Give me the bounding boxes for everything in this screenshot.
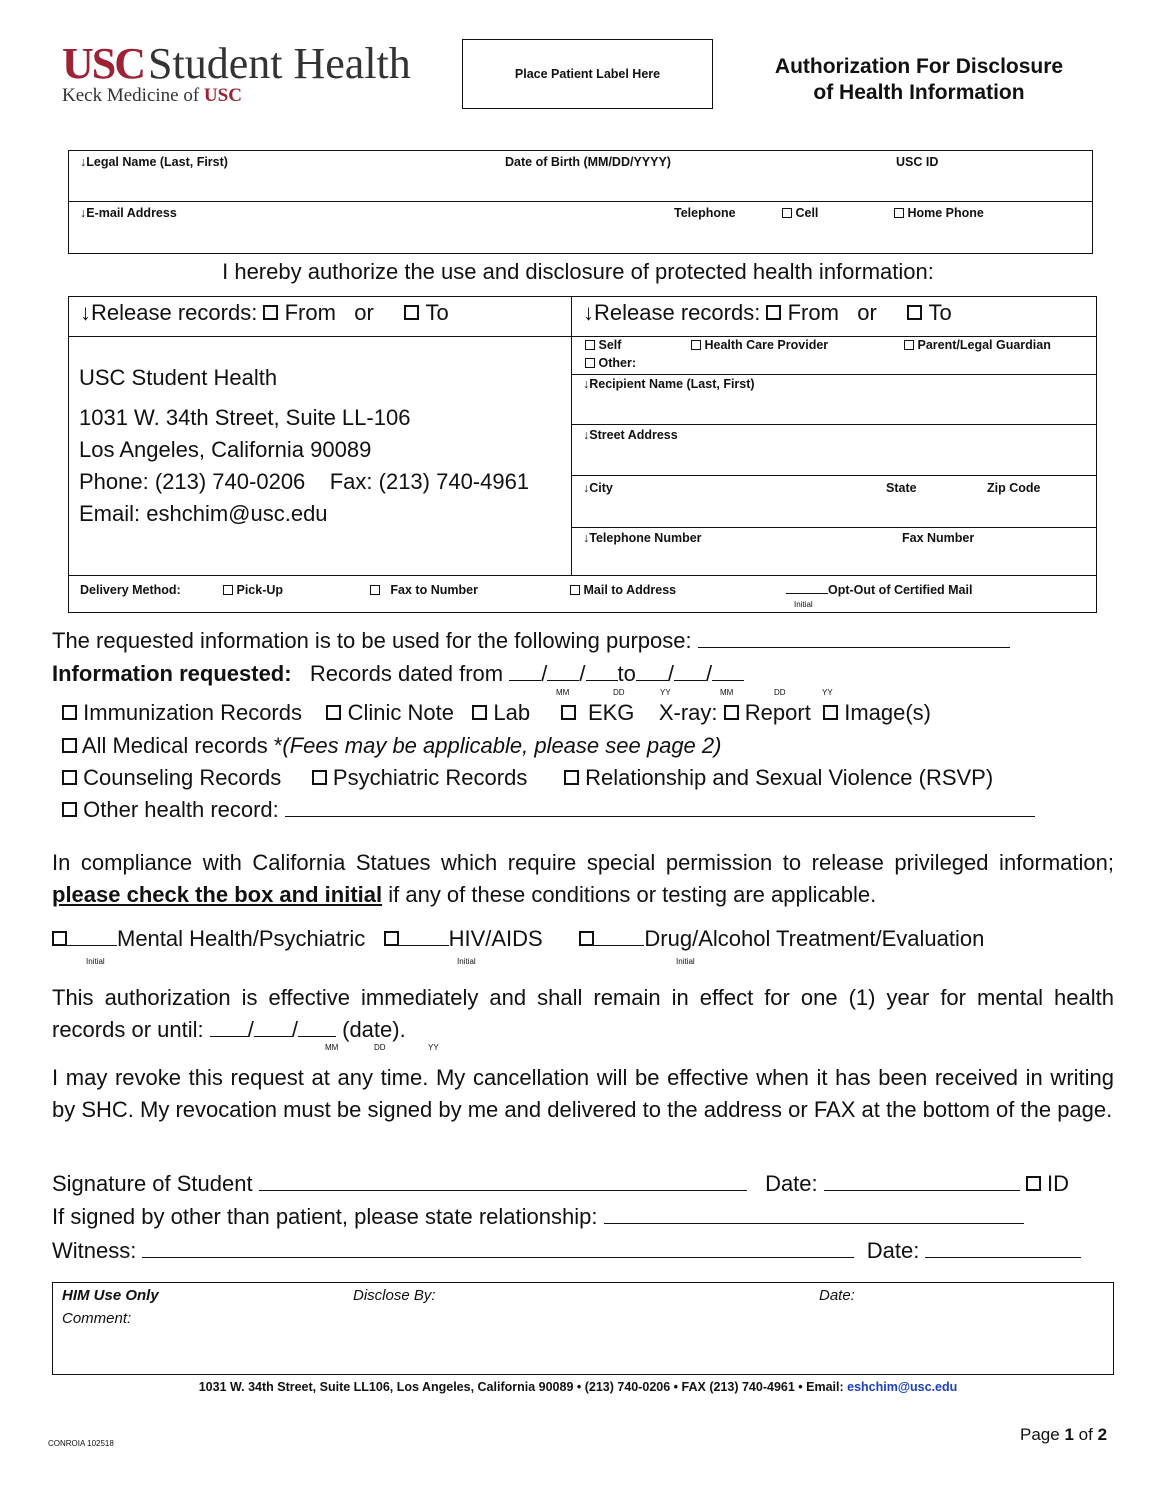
student-signature-label: Signature of Student	[52, 1171, 253, 1196]
images-label: Image(s)	[844, 700, 931, 725]
caption-dd: DD	[774, 688, 786, 697]
provider-label: Health Care Provider	[704, 338, 829, 352]
counseling-checkbox[interactable]	[62, 770, 77, 785]
title-line-2: of Health Information	[813, 81, 1025, 104]
to-yy-input[interactable]	[712, 680, 744, 681]
conditions-row	[52, 926, 984, 952]
until-dd-input[interactable]	[254, 1036, 292, 1037]
telephone-field[interactable]: Telephone	[674, 206, 736, 220]
self-option[interactable]	[585, 338, 621, 352]
caption-mm: MM	[556, 688, 570, 697]
release-from-checkbox[interactable]	[263, 305, 278, 320]
him-comment[interactable]: Comment:	[62, 1310, 132, 1327]
all-medical-label: All Medical records *	[81, 733, 283, 758]
release-header-right	[583, 300, 952, 326]
effective-text-body: This authorization is effective immediately and shall remain in effect for one (1) year for mental health records or until:	[52, 985, 1114, 1042]
from-label: From	[787, 300, 839, 325]
org-phone: Phone: (213) 740-0206 Fax: (213) 740-4961	[79, 469, 530, 494]
clinic-note-checkbox[interactable]	[326, 705, 341, 720]
counseling-label: Counseling Records	[83, 765, 282, 790]
witness-date-label: Date:	[866, 1238, 920, 1263]
caption-dd: DD	[613, 688, 625, 697]
hiv-label: HIV/AIDS	[448, 926, 543, 951]
him-title: HIM Use Only	[62, 1287, 159, 1304]
footer-address-text: 1031 W. 34th Street, Suite LL106, Los Angeles, California 90089 • (213) 740-0206 • FAX (213) 740-4961 • Email:	[198, 1380, 844, 1394]
recipient-name-field[interactable]: ↓Recipient Name (Last, First)	[583, 377, 755, 391]
other-record-checkbox[interactable]	[62, 802, 77, 817]
guardian-option[interactable]	[904, 338, 1051, 352]
info-requested-line: Information requested: Records dated from / / to / /	[52, 661, 744, 687]
dob-field[interactable]: Date of Birth (MM/DD/YYYY)	[505, 155, 671, 169]
xray-label: X-ray:	[658, 700, 718, 725]
relationship-label: If signed by other than patient, please state relationship:	[52, 1204, 598, 1229]
fees-note: (Fees may be applicable, please see page 2)	[282, 733, 722, 758]
immunization-checkbox[interactable]	[62, 705, 77, 720]
effective-text: This authorization is effective immediately and shall remain in effect for one (1) year for mental health records or until: / / (date).	[52, 985, 1114, 1042]
caption-yy: YY	[822, 688, 833, 697]
page-current: 1	[1064, 1425, 1074, 1444]
hiv-initial[interactable]	[399, 945, 449, 946]
to-label: to	[617, 661, 636, 686]
compliance-text-b: if any of these conditions or testing are applicable.	[388, 882, 877, 907]
cell-checkbox[interactable]	[782, 208, 792, 218]
student-date-input[interactable]	[824, 1190, 1020, 1191]
delivery-method-label: Delivery Method:	[80, 583, 181, 597]
divider	[571, 424, 1097, 425]
org-name: USC Student Health	[79, 365, 278, 390]
divider	[571, 475, 1097, 476]
logo-sub-usc: USC	[203, 85, 242, 106]
witness-label: Witness:	[52, 1238, 137, 1263]
him-disclose-by[interactable]: Disclose By:	[353, 1287, 436, 1304]
page-of: of	[1078, 1425, 1093, 1444]
other-checkbox[interactable]	[585, 358, 595, 368]
telephone-number-field[interactable]: ↓Telephone Number	[583, 531, 702, 545]
to-dd-input[interactable]	[674, 680, 706, 681]
images-checkbox[interactable]	[823, 705, 838, 720]
from-label: From	[284, 300, 336, 325]
release-to-checkbox[interactable]	[907, 305, 922, 320]
title-line-1: Authorization For Disclosure	[774, 55, 1064, 78]
ekg-checkbox[interactable]	[561, 705, 576, 720]
footer-address	[0, 1380, 1156, 1394]
mental-health-label: Mental Health/Psychiatric	[117, 926, 366, 951]
drug-initial[interactable]	[594, 945, 644, 946]
divider	[571, 374, 1097, 375]
from-yy-input[interactable]	[586, 680, 618, 681]
cell-option[interactable]	[782, 206, 818, 220]
provider-option[interactable]	[691, 338, 828, 352]
lab-checkbox[interactable]	[472, 705, 487, 720]
legal-name-field[interactable]: ↓Legal Name (Last, First)	[80, 155, 228, 169]
page-title	[740, 54, 1098, 106]
self-label: Self	[598, 338, 622, 352]
from-dd-input[interactable]	[547, 680, 579, 681]
guardian-checkbox[interactable]	[904, 340, 914, 350]
org-street: 1031 W. 34th Street, Suite LL-106	[79, 405, 411, 430]
caption-yy: YY	[660, 688, 671, 697]
pickup-option[interactable]	[223, 583, 283, 597]
home-phone-label: Home Phone	[907, 206, 984, 220]
form-code: CONROIA 102518	[48, 1439, 114, 1448]
release-from-checkbox[interactable]	[766, 305, 781, 320]
witness-row	[52, 1238, 1081, 1264]
fax-number-field[interactable]: Fax Number	[902, 531, 975, 545]
to-mm-input[interactable]	[636, 680, 668, 681]
release-divider	[571, 296, 572, 575]
patient-label-box	[462, 39, 713, 109]
email-field[interactable]: ↓E-mail Address	[80, 206, 177, 220]
guardian-label: Parent/Legal Guardian	[917, 338, 1051, 352]
other-option[interactable]	[585, 356, 636, 370]
drug-label: Drug/Alcohol Treatment/Evaluation	[644, 926, 985, 951]
relationship-row	[52, 1204, 1024, 1230]
initial-caption: Initial	[676, 957, 695, 966]
mail-label: Mail to Address	[583, 583, 677, 597]
to-label: To	[928, 300, 952, 325]
org-email: Email: eshchim@usc.edu	[79, 501, 328, 526]
purpose-line	[52, 628, 1010, 654]
immunization-label: Immunization Records	[83, 700, 302, 725]
cell-label: Cell	[795, 206, 819, 220]
witness-input[interactable]	[142, 1257, 854, 1258]
id-label: ID	[1047, 1171, 1070, 1196]
release-to-checkbox[interactable]	[404, 305, 419, 320]
revoke-text: I may revoke this request at any time. My cancellation will be effective when it has been received in writing by SHC. My revocation must be signed by me and delivered to the address or FAX at the bottom of the page.	[52, 1065, 1114, 1122]
logo	[62, 38, 411, 107]
student-signature-input[interactable]	[259, 1190, 747, 1191]
fax-option[interactable]	[370, 583, 478, 597]
caption-yy: YY	[428, 1043, 439, 1052]
logo-usc: USC	[62, 39, 145, 88]
all-medical-checkbox[interactable]	[62, 738, 77, 753]
other-record-label: Other health record:	[83, 797, 279, 822]
fax-label: Fax to Number	[390, 583, 478, 597]
records-row-1	[62, 700, 931, 726]
other-record-input[interactable]	[285, 816, 1035, 817]
divider	[571, 527, 1097, 528]
org-address	[79, 362, 529, 530]
home-phone-checkbox[interactable]	[894, 208, 904, 218]
self-checkbox[interactable]	[585, 340, 595, 350]
release-label: ↓Release records:	[80, 300, 258, 325]
opt-out-initial-line[interactable]	[786, 593, 828, 594]
footer-email-link[interactable]: eshchim@usc.edu	[847, 1380, 958, 1394]
until-mm-input[interactable]	[210, 1036, 248, 1037]
or-label: or	[857, 300, 877, 325]
relationship-input[interactable]	[604, 1223, 1024, 1224]
zip-field[interactable]: Zip Code	[987, 481, 1041, 495]
initial-caption: Initial	[794, 600, 813, 609]
psychiatric-label: Psychiatric Records	[332, 765, 528, 790]
fax-checkbox[interactable]	[370, 585, 380, 595]
records-row-2	[62, 733, 721, 759]
other-label: Other:	[598, 356, 636, 370]
initial-caption: Initial	[457, 957, 476, 966]
rsvp-label: Relationship and Sexual Violence (RSVP)	[585, 765, 994, 790]
rsvp-checkbox[interactable]	[564, 770, 579, 785]
home-phone-option[interactable]	[894, 206, 984, 220]
usc-id-field[interactable]: USC ID	[896, 155, 939, 169]
opt-out-option[interactable]	[786, 583, 972, 597]
pickup-label: Pick-Up	[236, 583, 284, 597]
lab-label: Lab	[493, 700, 531, 725]
initial-caption: Initial	[86, 957, 105, 966]
divider	[68, 336, 1097, 337]
page-number	[1020, 1425, 1107, 1445]
logo-sub: Keck Medicine of	[62, 85, 204, 106]
provider-checkbox[interactable]	[691, 340, 701, 350]
id-checkbox[interactable]	[1026, 1176, 1041, 1191]
psychiatric-checkbox[interactable]	[312, 770, 327, 785]
student-signature-row	[52, 1171, 1069, 1197]
mental-health-checkbox[interactable]	[52, 931, 67, 946]
logo-student-health: Student Health	[148, 39, 411, 88]
authorize-statement: I hereby authorize the use and disclosure of protected health information:	[222, 259, 934, 284]
clinic-note-label: Clinic Note	[347, 700, 454, 725]
state-field[interactable]: State	[886, 481, 917, 495]
mail-option[interactable]	[570, 583, 676, 597]
compliance-text	[52, 847, 1114, 911]
patient-label-text: Place Patient Label Here	[514, 67, 661, 81]
to-label: To	[425, 300, 449, 325]
report-label: Report	[744, 700, 811, 725]
city-field[interactable]: ↓City	[583, 481, 613, 495]
report-checkbox[interactable]	[724, 705, 739, 720]
witness-date-input[interactable]	[925, 1257, 1081, 1258]
until-yy-input[interactable]	[298, 1036, 336, 1037]
or-label: or	[354, 300, 374, 325]
purpose-label: The requested information is to be used for the following purpose:	[52, 628, 692, 653]
divider	[68, 201, 1093, 202]
caption-dd: DD	[374, 1043, 386, 1052]
purpose-input[interactable]	[698, 647, 1010, 648]
him-box	[52, 1282, 1114, 1375]
caption-mm: MM	[720, 688, 734, 697]
release-label: ↓Release records:	[583, 300, 761, 325]
ekg-label: EKG	[587, 700, 635, 725]
info-requested-label: Information requested:	[52, 661, 292, 686]
page-prefix: Page	[1020, 1425, 1060, 1444]
hiv-checkbox[interactable]	[384, 931, 399, 946]
compliance-text-a: In compliance with California Statues which require special permission to release privileged information;	[52, 850, 1114, 875]
drug-checkbox[interactable]	[579, 931, 594, 946]
him-date[interactable]: Date:	[819, 1287, 855, 1304]
mail-checkbox[interactable]	[570, 585, 580, 595]
page-total: 2	[1097, 1425, 1108, 1444]
records-dated-from-label: Records dated from	[309, 661, 504, 686]
caption-mm: MM	[325, 1043, 339, 1052]
compliance-text-bold: please check the box and initial	[52, 882, 383, 907]
release-header-left	[80, 300, 449, 326]
pickup-checkbox[interactable]	[223, 585, 233, 595]
date-suffix: (date).	[342, 1017, 406, 1042]
org-city: Los Angeles, California 90089	[79, 437, 372, 462]
opt-out-label: Opt-Out of Certified Mail	[828, 583, 973, 597]
divider	[68, 575, 1097, 576]
records-row-3	[62, 765, 993, 791]
student-date-label: Date:	[765, 1171, 818, 1196]
mental-health-initial[interactable]	[67, 945, 117, 946]
street-address-field[interactable]: ↓Street Address	[583, 428, 678, 442]
records-row-4	[62, 797, 1035, 823]
from-mm-input[interactable]	[509, 680, 541, 681]
